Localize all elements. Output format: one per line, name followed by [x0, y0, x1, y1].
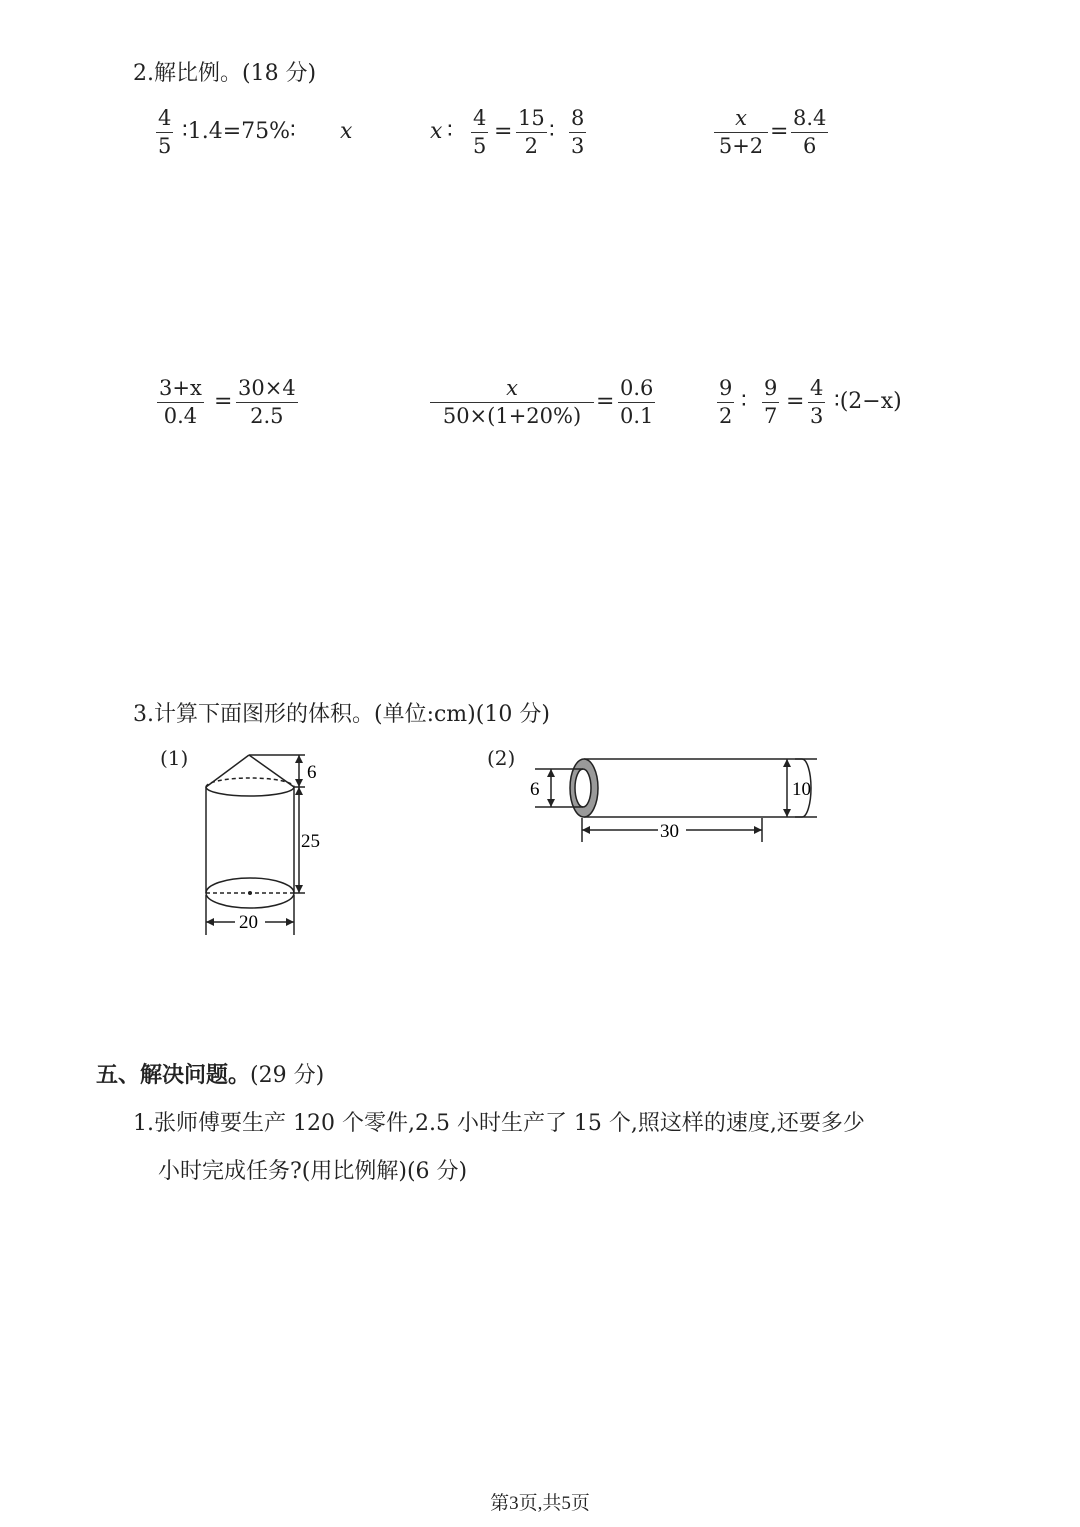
section5-heading: [96, 1058, 324, 1089]
fraction: [618, 378, 655, 427]
top-ellipse-front: [206, 787, 294, 796]
numerator: x: [714, 108, 768, 133]
variable: x: [430, 119, 443, 144]
denominator: 0.1: [620, 404, 654, 428]
fraction: [236, 378, 298, 427]
numerator: 4: [808, 378, 825, 403]
fraction: [157, 378, 204, 427]
figure-1-label: (1): [160, 746, 189, 770]
fraction: [791, 108, 828, 157]
denominator: 7: [764, 404, 778, 428]
fraction: [808, 378, 825, 427]
center-dot: [248, 891, 252, 895]
numerator: x: [430, 378, 594, 403]
numerator: 8.4: [791, 108, 828, 133]
fraction: [471, 108, 488, 157]
section5-title: 五、解决问题。: [96, 1063, 251, 1088]
top-ellipse-back: [206, 778, 294, 787]
cone-height-label: 6: [307, 762, 317, 783]
numerator: 3+x: [157, 378, 204, 403]
outer-diameter-label: 10: [792, 779, 811, 800]
numerator: 9: [717, 378, 734, 403]
fraction: [714, 108, 768, 157]
fraction: [762, 378, 779, 427]
cone-edge: [249, 755, 294, 787]
equals: =: [214, 389, 233, 414]
inner-hole: [575, 769, 591, 807]
numerator: 4: [156, 108, 173, 133]
denominator: 5+2: [718, 134, 764, 158]
problem-1-line-1: 1.张师傅要生产 120 个零件,2.5 小时生产了 15 个,照这样的速度,还要多少: [133, 1111, 865, 1136]
denominator: 0.4: [163, 404, 198, 428]
numerator: 8: [569, 108, 586, 133]
variable: x: [340, 119, 353, 144]
fraction: [516, 108, 547, 157]
page-footer: 第3页,共5页: [490, 1493, 590, 1514]
numerator: 4: [471, 108, 488, 133]
denominator: 2.5: [250, 404, 284, 428]
numerator: 30×4: [236, 378, 298, 403]
fraction: [569, 108, 586, 157]
equals: =: [494, 119, 513, 144]
section3-title: 3.计算下面图形的体积。(单位:cm)(10 分): [133, 702, 550, 727]
colon: ∶: [549, 119, 555, 144]
hollow-cylinder-figure: [525, 750, 825, 850]
cone-cylinder-figure: [195, 745, 335, 945]
inner-diameter-label: 6: [530, 779, 540, 800]
denominator: 5: [158, 134, 172, 158]
denominator: 5: [473, 134, 487, 158]
equation-text: ∶(2−x): [834, 389, 902, 414]
denominator: 6: [803, 134, 817, 158]
numerator: 15: [516, 108, 547, 133]
section2-title: 2.解比例。(18 分): [133, 61, 317, 86]
figure-2-label: (2): [487, 746, 516, 770]
numerator: 0.6: [618, 378, 655, 403]
fraction: [156, 108, 173, 157]
colon: ∶: [741, 389, 747, 414]
equals: =: [786, 389, 805, 414]
equals: =: [770, 119, 789, 144]
denominator: 3: [810, 404, 824, 428]
denominator: 50×(1+20%): [442, 404, 582, 428]
length-label: 30: [660, 821, 679, 842]
colon: ∶: [447, 119, 453, 144]
equation-text: ∶1.4=75%∶: [182, 119, 296, 144]
section5-points: (29 分): [250, 1063, 325, 1088]
problem-1-line-2: 小时完成任务?(用比例解)(6 分): [158, 1159, 468, 1184]
fraction: [717, 378, 734, 427]
diameter-label: 20: [239, 912, 258, 933]
equals: =: [596, 389, 615, 414]
numerator: 9: [762, 378, 779, 403]
denominator: 2: [719, 404, 733, 428]
cylinder-height-label: 25: [301, 831, 320, 852]
denominator: 2: [524, 134, 539, 158]
denominator: 3: [571, 134, 585, 158]
fraction: [430, 378, 594, 427]
